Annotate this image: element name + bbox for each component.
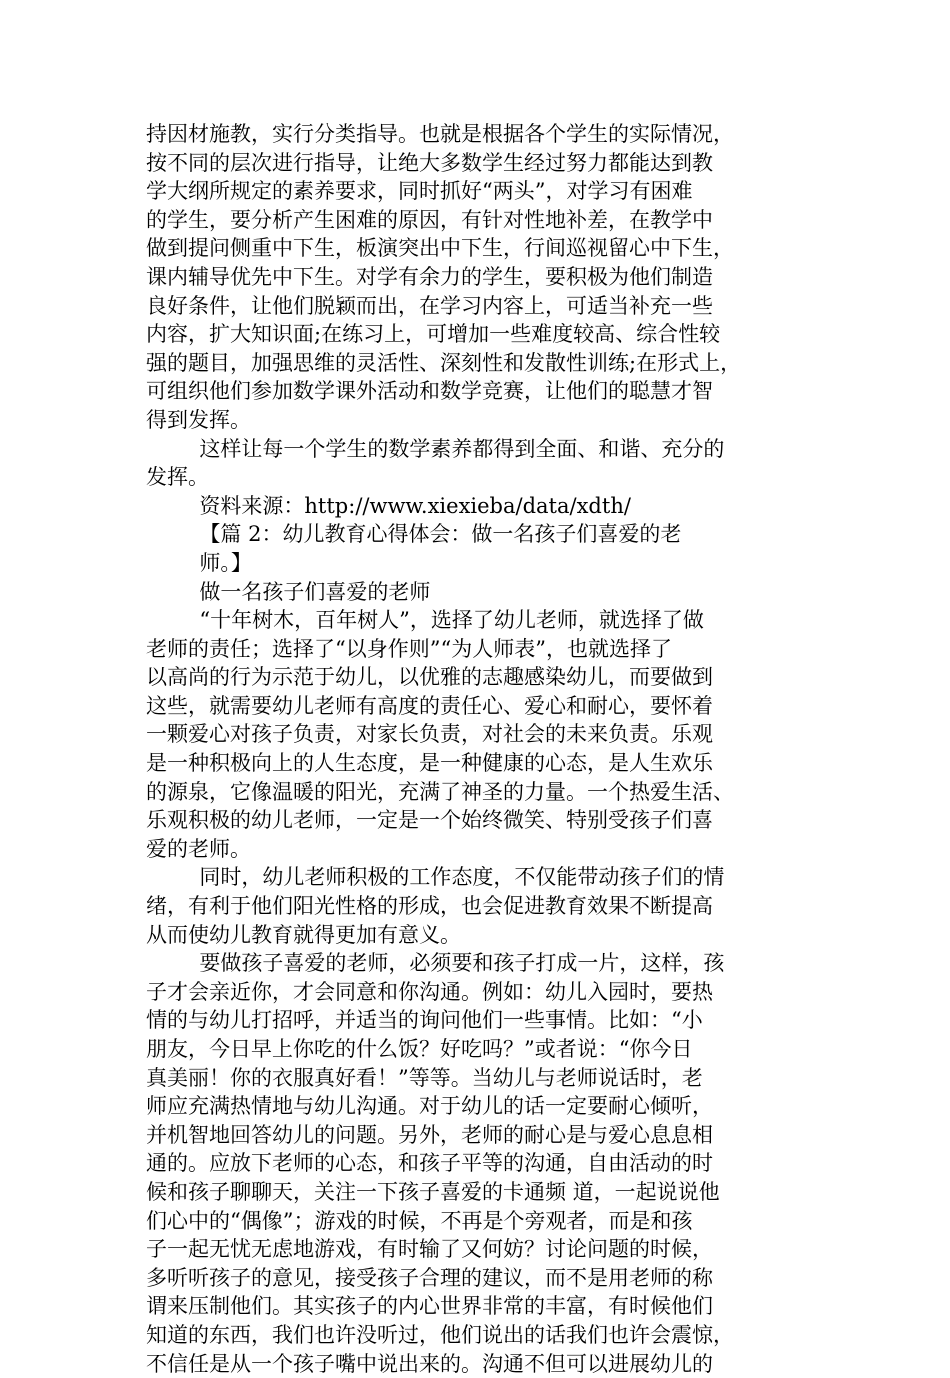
text-line: 从而使幼儿教育就得更加有意义。 (146, 922, 461, 947)
text-line: 朋友，今日早上你吃的什么饭？好吃吗？”或者说：“你今日 (146, 1037, 693, 1061)
text-line: 真美丽！你的衣服真好看！”等等。当幼儿与老师说话时，老 (146, 1065, 703, 1090)
text-line: 要做孩子喜爱的老师，必须要和孩子打成一片，这样，孩 (146, 951, 725, 976)
text-line: 师。】 (146, 550, 252, 575)
text-line: 同时，幼儿老师积极的工作态度，不仅能带动孩子们的情 (146, 865, 725, 890)
text-line: 通的。应放下老师的心态，和孩子平等的沟通，自由活动的时 (146, 1151, 713, 1176)
text-line: 乐观积极的幼儿老师，一定是一个始终微笑、特别受孩子们喜 (146, 808, 713, 833)
text-line: 师应充满热情地与幼儿沟通。对于幼儿的话一定要耐心倾听， (146, 1094, 713, 1119)
body-text (146, 120, 816, 1378)
text-line: 做到提问侧重中下生，板演突出中下生，行间巡视留心中下生， (146, 236, 734, 261)
text-line: 持因材施教，实行分类指导。也就是根据各个学生的实际情况， (146, 122, 734, 146)
text-line: 爱的老师。 (146, 836, 251, 861)
text-line: 情的与幼儿打招呼，并适当的询问他们一些事情。比如：“小 (146, 1008, 703, 1033)
text-line: 的学生，要分析产生困难的原因，有针对性地补差，在教学中 (146, 207, 713, 232)
text-line: 绪，有利于他们阳光性格的形成，也会促进教育效果不断提高 (146, 894, 713, 919)
text-line: 以高尚的行为示范于幼儿，以优雅的志趣感染幼儿，而要做到 (146, 665, 713, 690)
text-line: 内容，扩大知识面;在练习上，可增加一些难度较高、综合性较 (146, 322, 721, 347)
text-line: 学大纲所规定的素养要求，同时抓好“两头”，对学习有困难 (146, 179, 693, 204)
text-line: 一颗爱心对孩子负责，对家长负责，对社会的未来负责。乐观 (146, 722, 713, 747)
text-line: 良好条件，让他们脱颖而出，在学习内容上，可适当补充一些 (146, 293, 713, 318)
text-line: 强的题目，加强思维的灵活性、深刻性和发散性训练;在形式上， (146, 350, 742, 375)
text-line: 候和孩子聊聊天，关注一下孩子喜爱的卡通频 道，一起说说他 (146, 1179, 720, 1204)
text-line: 并机智地回答幼儿的问题。另外，老师的耐心是与爱心息息相 (146, 1122, 713, 1147)
text-line: 们心中的“偶像”；游戏的时候，不再是个旁观者，而是和孩 (146, 1208, 693, 1233)
text-line: 这样让每一个学生的数学素养都得到全面、和谐、充分的 (146, 436, 725, 461)
text-line: “十年树木，百年树人”，选择了幼儿老师，就选择了做 (146, 608, 704, 633)
text-line: 可组织他们参加数学课外活动和数学竞赛，让他们的聪慧才智 (146, 379, 713, 404)
text-line: 子才会亲近你，才会同意和你沟通。例如：幼儿入园时，要热 (146, 979, 713, 1004)
text-line: 按不同的层次进行指导，让绝大多数学生经过努力都能达到教 (146, 150, 713, 175)
text-line: 是一种积极向上的人生态度，是一种健康的心态，是人生欢乐 (146, 751, 713, 776)
text-line: 课内辅导优先中下生。对学有余力的学生，要积极为他们制造 (146, 264, 713, 289)
text-line: 子一起无忧无虑地游戏，有时输了又何妨？讨论问题的时候， (146, 1237, 713, 1262)
text-line: 这些，就需要幼儿老师有高度的责任心、爱心和耐心，要怀着 (146, 693, 713, 718)
text-line: 老师的责任；选择了“以身作则”“为人师表”，也就选择了 (146, 636, 672, 661)
text-line: 资料来源：http://www.xiexieba/data/xdth/ (146, 493, 631, 518)
text-line: 谓来压制他们。其实孩子的内心世界非常的丰富，有时候他们 (146, 1294, 713, 1319)
text-line: 【篇 2：幼儿教育心得体会：做一名孩子们喜爱的老 (146, 522, 682, 547)
text-line: 多听听孩子的意见，接受孩子合理的建议，而不是用老师的称 (146, 1265, 713, 1290)
text-line: 做一名孩子们喜爱的老师 (146, 579, 431, 604)
text-line: 知道的东西，我们也许没听过，他们说出的话我们也许会震惊， (146, 1322, 734, 1347)
text-line: 不信任是从一个孩子嘴中说出来的。沟通不但可以进展幼儿的 (146, 1351, 713, 1376)
text-line: 的源泉，它像温暖的阳光，充满了神圣的力量。一个热爱生活、 (146, 779, 734, 804)
text-line: 发挥。 (146, 465, 209, 490)
text-line: 得到发挥。 (146, 407, 251, 432)
